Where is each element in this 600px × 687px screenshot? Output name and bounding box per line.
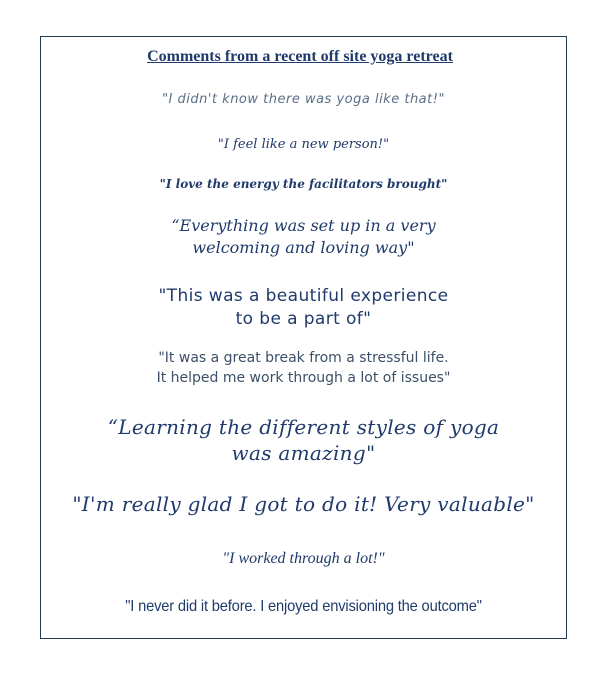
quote-7: “Learning the different styles of yoga was amazing"	[107, 415, 500, 465]
quote-3: "I love the energy the facilitators brought"	[159, 177, 448, 191]
quote-1: "I didn't know there was yoga like that!"	[162, 92, 445, 107]
quote-5: "This was a beautiful experience to be a part of"	[158, 286, 449, 329]
quote-8: "I'm really glad I got to do it! Very valuable"	[72, 492, 535, 516]
quote-2: "I feel like a new person!"	[217, 137, 390, 152]
page-border	[40, 36, 567, 639]
quote-10: "I never did it before. I enjoyed envisioning the outcome"	[125, 598, 482, 615]
quote-6: "It was a great break from a stressful life. It helped me work through a lot of issues"	[156, 350, 451, 386]
page-title: Comments from a recent off site yoga retreat	[147, 48, 453, 65]
quote-4: “Everything was set up in a very welcoming and loving way"	[171, 216, 436, 257]
quote-9: "I worked through a lot!"	[222, 550, 385, 567]
